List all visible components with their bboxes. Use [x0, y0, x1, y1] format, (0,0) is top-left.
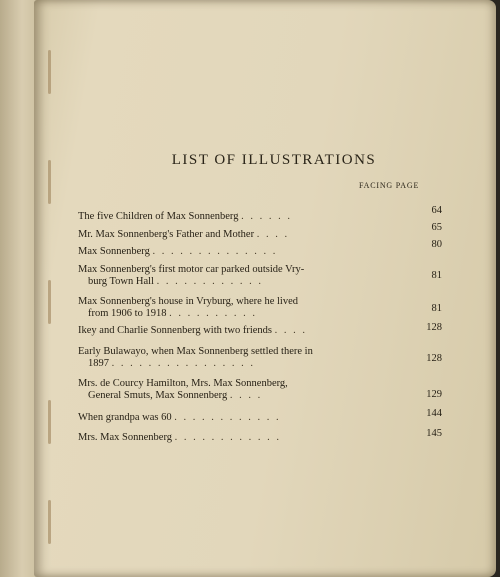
entry-caption-line2: from 1906 to 1918 [88, 308, 167, 319]
facing-page-header: FACING PAGE [359, 181, 420, 190]
binding-stitch [48, 280, 51, 324]
entry-caption: Max Sonnenberg's first motor car parked outside Vry- [78, 264, 305, 275]
leader-dots: . . . . . . . . . . [169, 308, 257, 319]
illustration-entry [78, 264, 408, 288]
binding-stitch [48, 500, 51, 544]
page-number: 144 [426, 408, 442, 419]
entry-caption-continued [78, 358, 408, 370]
page-number: 81 [431, 303, 442, 314]
page-number: 65 [431, 222, 442, 233]
binding-stitch [48, 50, 51, 94]
entry-caption: The five Children of Max Sonnenberg [78, 211, 239, 222]
leader-dots: . . . . . . . . . . . . . . [152, 246, 278, 257]
binding-stitch [48, 160, 51, 204]
binding-gutter [46, 10, 54, 570]
leader-dots: . . . . . . . . . . . . [174, 432, 282, 443]
entry-caption-continued [78, 390, 408, 402]
leader-dots: . . . . [274, 325, 308, 336]
entry-caption-line2: General Smuts, Max Sonnenberg [88, 390, 228, 401]
leader-dots: . . . . . . . . . . . . [174, 412, 281, 423]
illustration-entry [78, 246, 408, 258]
entry-caption-line2: burg Town Hall [88, 276, 154, 287]
page-title: LIST OF ILLUSTRATIONS [171, 152, 377, 168]
page-number: 129 [426, 389, 442, 400]
entry-caption: Max Sonnenberg [78, 246, 150, 257]
entry-caption: Ikey and Charlie Sonnenberg with two friends [78, 325, 273, 336]
leader-dots: . . . . [229, 390, 263, 401]
binding-stitch [48, 400, 51, 444]
leader-dots: . . . . [256, 229, 290, 240]
illustration-entry [78, 296, 408, 320]
entry-caption-line2: 1897 [88, 358, 109, 369]
entry-caption: Early Bulawayo, when Max Sonnenberg settled there in [78, 346, 313, 357]
page-number: 80 [431, 239, 442, 250]
illustration-entry [78, 412, 408, 424]
illustration-entry [78, 229, 408, 241]
illustration-entry [78, 432, 408, 444]
entry-caption: Mr. Max Sonnenberg's Father and Mother [78, 229, 255, 240]
leader-dots: . . . . . . [241, 211, 292, 222]
illustration-entry [78, 346, 408, 370]
illustration-entry [78, 378, 408, 402]
entry-caption: Mrs. Max Sonnenberg [78, 432, 173, 443]
entry-caption: Mrs. de Courcy Hamilton, Mrs. Max Sonnenberg, [78, 378, 288, 389]
book-page [34, 0, 496, 577]
leader-dots: . . . . . . . . . . . . . . . . [111, 358, 255, 369]
page-number: 145 [426, 428, 442, 439]
page-number: 81 [431, 270, 442, 281]
page-number: 128 [426, 353, 442, 364]
leader-dots: . . . . . . . . . . . . [156, 276, 263, 287]
illustration-entry [78, 325, 408, 337]
illustration-entry [78, 211, 408, 223]
entry-caption: When grandpa was 60 [78, 412, 172, 423]
entry-caption-continued [78, 276, 408, 288]
page-number: 64 [431, 205, 442, 216]
entry-caption: Max Sonnenberg's house in Vryburg, where he lived [78, 296, 298, 307]
entry-caption-continued [78, 308, 408, 320]
page-number: 128 [426, 322, 442, 333]
